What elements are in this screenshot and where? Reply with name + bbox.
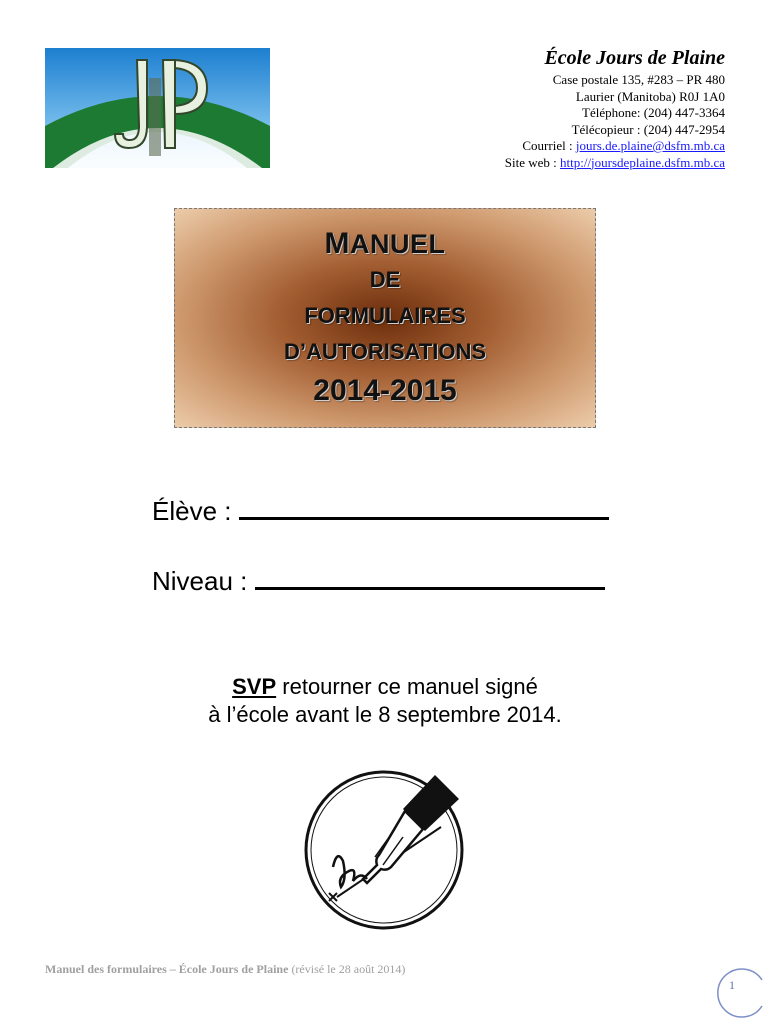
return-notice bbox=[0, 673, 770, 729]
title-line-formulaires: FORMULAIRES bbox=[304, 303, 466, 328]
footer-title: Manuel des formulaires – École Jours de Plaine bbox=[45, 962, 289, 976]
pen-signature-icon bbox=[303, 769, 465, 931]
student-field bbox=[152, 496, 609, 527]
student-label: Élève : bbox=[152, 496, 232, 526]
level-label: Niveau : bbox=[152, 566, 248, 596]
title-line-de: DE bbox=[369, 267, 401, 292]
title-year: 2014-2015 bbox=[313, 374, 457, 407]
title-line-autorisations: D’AUTORISATIONS bbox=[283, 339, 487, 364]
phone-number: Téléphone: (204) 447-3364 bbox=[582, 105, 725, 120]
title-banner bbox=[174, 208, 596, 428]
address-line-2: Laurier (Manitoba) R0J 1A0 bbox=[575, 88, 725, 104]
return-notice-line-1: SVP retourner ce manuel signé bbox=[232, 674, 538, 699]
student-blank-line[interactable] bbox=[239, 497, 609, 520]
fax-number: Télécopieur : (204) 447-2954 bbox=[571, 121, 725, 137]
email-label: Courriel : bbox=[522, 138, 576, 153]
school-contact-block bbox=[505, 46, 725, 171]
school-name: École Jours de Plaine bbox=[544, 47, 725, 69]
page-footer bbox=[45, 962, 405, 977]
return-notice-line-2: à l’école avant le 8 septembre 2014. bbox=[208, 702, 562, 727]
level-blank-line[interactable] bbox=[255, 567, 605, 590]
website-label: Site web : bbox=[504, 154, 560, 170]
page-number: 1 bbox=[729, 978, 735, 992]
email-link[interactable]: jours.de.plaine@dsfm.mb.ca bbox=[575, 138, 725, 153]
website-row bbox=[505, 155, 725, 172]
email-row bbox=[505, 138, 725, 155]
school-logo bbox=[45, 48, 270, 168]
footer-revision: (révisé le 28 août 2014) bbox=[288, 962, 406, 976]
website-link[interactable]: http://joursdeplaine.dsfm.mb.ca bbox=[560, 154, 725, 170]
page-number-badge bbox=[712, 966, 764, 1018]
svp-emphasis: SVP bbox=[232, 674, 277, 699]
title-line-manuel: MANUEL bbox=[324, 227, 446, 260]
address-line-1: Case postale 135, #283 – PR 480 bbox=[552, 72, 725, 87]
level-field bbox=[152, 566, 605, 597]
